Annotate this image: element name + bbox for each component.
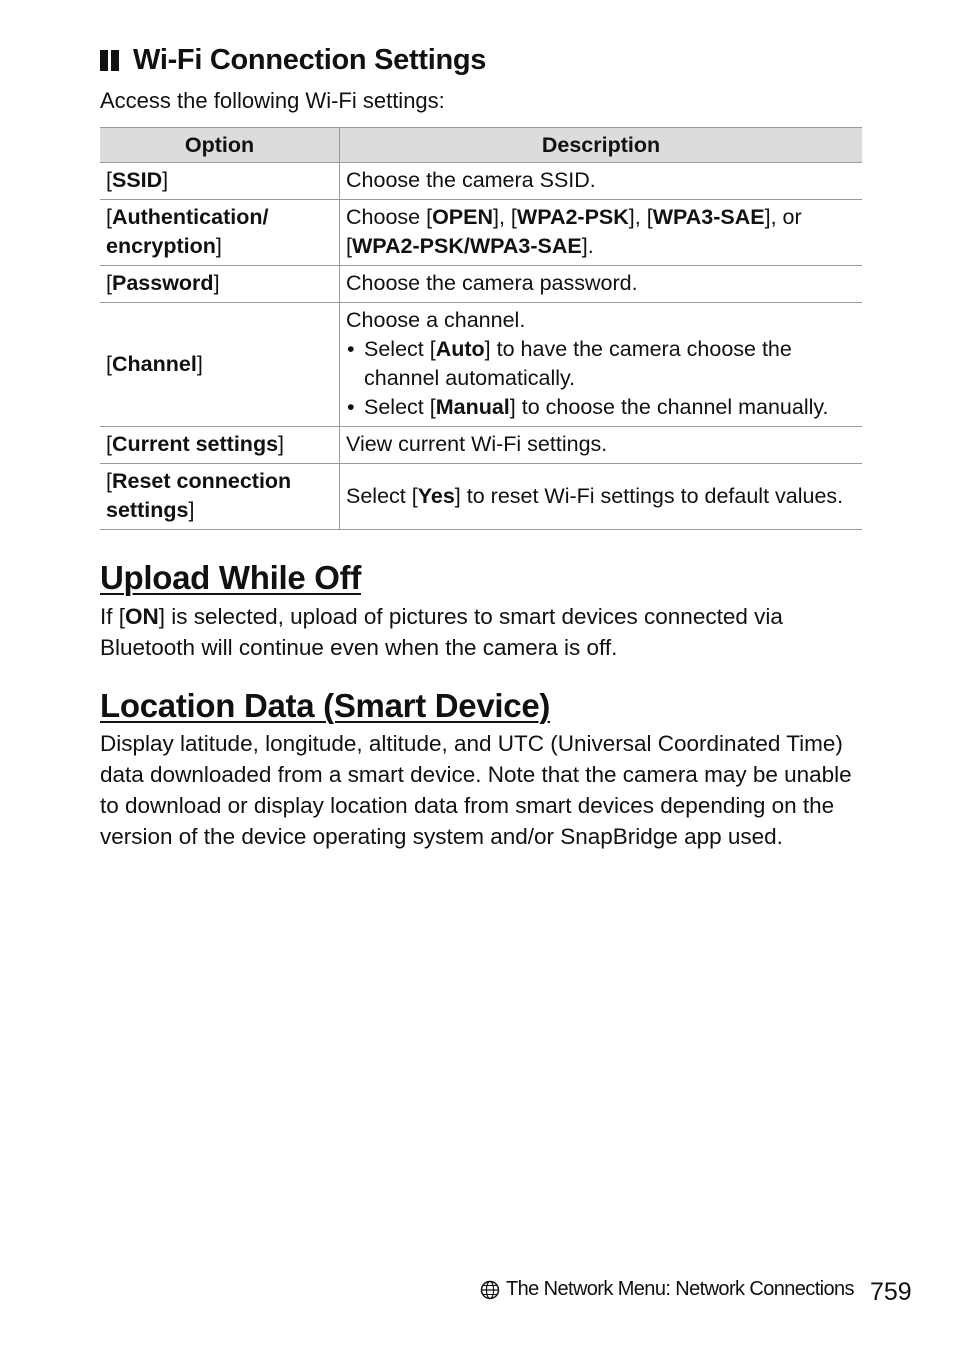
on-value: ON — [125, 604, 159, 629]
item-text: Select — [364, 337, 424, 361]
page-footer — [480, 1278, 854, 1301]
table-row-current-settings — [100, 427, 862, 464]
wpa2-wpa3-value: WPA2-PSK/WPA3-SAE — [351, 234, 582, 258]
option-cell: [Authentication/ encryption] — [100, 200, 340, 266]
footer-chapter-title: The Network Menu: Network Connections — [506, 1278, 854, 1300]
yes-value: Yes — [417, 483, 455, 508]
wifi-settings-intro: Access the following Wi-Fi settings: — [100, 88, 445, 113]
option-label-line2: encryption — [106, 234, 216, 258]
wifi-options-table — [100, 127, 862, 530]
wpa3-sae-value: WPA3-SAE — [652, 205, 765, 229]
description-column-header: Description — [340, 128, 863, 163]
option-label: Password — [111, 271, 214, 295]
option-cell: [Channel] — [100, 303, 340, 427]
desc-text: to reset Wi-Fi settings to default values. — [466, 483, 844, 508]
upload-while-off-body: If [ON] is selected, upload of pictures to smart devices connected via Bluetooth will continue even when the camera is off. — [100, 604, 783, 660]
channel-options-list — [346, 335, 856, 422]
option-cell: [Password] — [100, 266, 340, 303]
channel-intro: Choose a channel. — [346, 308, 526, 332]
body-text: is selected, upload of pictures to smart devices connected via Bluetooth will continue even when the camera is off. — [100, 604, 783, 660]
option-label: Current settings — [111, 432, 279, 456]
list-item: • Select [Auto] to have the camera choose the channel automatically. — [346, 335, 856, 393]
table-row-authentication — [100, 200, 862, 266]
option-label-line1: Reset connection — [111, 469, 292, 493]
location-data-heading: Location Data (Smart Device) — [100, 687, 551, 724]
description-cell: Choose [OPEN], [WPA2-PSK], [WPA3-SAE], or [WPA2-PSK/WPA3-SAE]. — [340, 200, 863, 266]
wpa2-psk-value: WPA2-PSK — [516, 205, 629, 229]
desc-or: , or — [770, 205, 802, 229]
description-cell: Select [Yes] to reset Wi-Fi settings to default values. — [340, 464, 863, 530]
option-cell: [SSID] — [100, 163, 340, 200]
item-text: Select — [364, 395, 424, 419]
option-label-line1: Authentication/ — [111, 205, 269, 229]
list-item: • Select [Manual] to choose the channel manually. — [346, 393, 856, 422]
description-cell: Choose the camera password. — [340, 266, 863, 303]
table-row-password — [100, 266, 862, 303]
table-row-ssid — [100, 163, 862, 200]
table-row-reset — [100, 464, 862, 530]
item-text: to choose the channel manually. — [521, 395, 829, 419]
open-value: OPEN — [432, 205, 493, 229]
manual-value: Manual — [435, 395, 510, 419]
wifi-settings-title: Wi-Fi Connection Settings — [133, 44, 487, 76]
network-menu-globe-icon — [480, 1280, 500, 1300]
item-text: to have the camera choose the channel automatically. — [364, 337, 792, 390]
table-header-row — [100, 128, 862, 163]
table-row-channel — [100, 303, 862, 427]
option-label: Channel — [111, 351, 197, 376]
description-cell — [340, 303, 863, 427]
desc-text: Select — [346, 483, 406, 508]
body-text: If — [100, 604, 113, 629]
option-column-header: Option — [100, 128, 340, 163]
upload-while-off-heading: Upload While Off — [100, 559, 362, 596]
page-number: 759 — [870, 1278, 912, 1306]
description-cell: View current Wi-Fi settings. — [340, 427, 863, 464]
section-marker-icon — [100, 50, 119, 71]
auto-value: Auto — [435, 337, 485, 361]
wifi-settings-heading — [100, 44, 486, 77]
option-cell: [Reset connection settings] — [100, 464, 340, 530]
option-label: SSID — [111, 168, 163, 192]
desc-text: Choose — [346, 205, 421, 229]
option-cell: [Current settings] — [100, 427, 340, 464]
option-label-line2: settings — [106, 498, 189, 522]
location-data-body: Display latitude, longitude, altitude, and UTC (Universal Coordinated Time) data downloaded from a smart device. Note that the camera may be unable to download or display location data from smart devices depending on the version of the device operating system and/or SnapBridge app used. — [100, 731, 852, 849]
description-cell: Choose the camera SSID. — [340, 163, 863, 200]
